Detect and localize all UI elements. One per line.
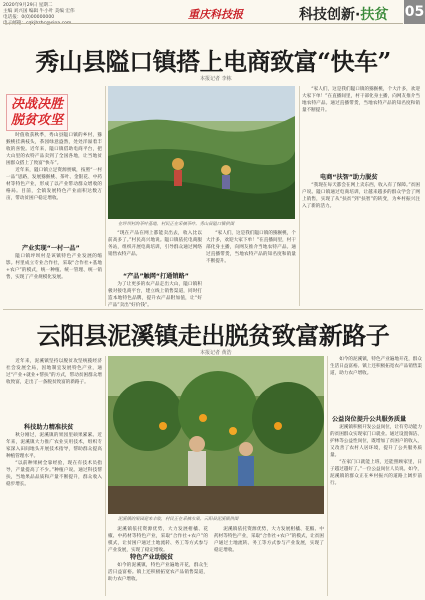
article1-lead bbox=[6, 132, 102, 242]
paragraph: 泥溪镇依托资源优势，大力发展柑橘、花椒、中药材等特色产业，采取“合作社+农户”的模式，让贫困户通过土地流转、务工等方式参与产业发展，实现了稳定增收。 bbox=[108, 527, 208, 553]
article2-photo-caption: 泥溪镇的果园迎来丰收，村民正在采摘水果。云阳县泥溪镇供图 bbox=[118, 517, 239, 522]
campaign-badge bbox=[6, 94, 68, 131]
article2-col1-top bbox=[6, 358, 102, 418]
column-rule bbox=[327, 356, 328, 596]
article2-byline: 本报记者 黄浩 bbox=[200, 350, 232, 356]
page-header bbox=[0, 0, 425, 44]
column-rule bbox=[105, 86, 106, 306]
article1-photo-caption: 在坪坝村的茶叶基地，村民正在采摘茶叶。秀山县隘口镇供图 bbox=[118, 222, 235, 227]
paragraph: “家人们，这是我们隘口镇的猕猴桃，个大汁多，欢迎大家下单！”在直播间里，村干部化身主播，向网友推介当地农特产品。通过直播带货，当地农特产品的知名度和销量不断提升。 bbox=[206, 231, 296, 264]
paragraph: 如今的泥溪镇，特色产业遍地开花，群众生活日益富裕。镇上还积极拓宽农产品销售渠道，助力农户增收。 bbox=[330, 357, 422, 376]
article2-subhead-2: 特色产业助脱贫 bbox=[130, 554, 174, 561]
badge-line-2: 脱贫攻坚 bbox=[10, 113, 63, 128]
editor-line: 主编 刘兴国 编辑 牛小叶 美编 宏伟 bbox=[3, 9, 75, 14]
tea-garden-photo bbox=[108, 86, 295, 219]
article2-subhead-1: 科技助力精准扶贫 bbox=[24, 424, 74, 431]
paragraph: “我现在每天都会在网上卖东西，收入有了保障。”贫困户说。隘口镇通过电商培训，让越来越多的群众学会了网上销售，实现了从“扶贫”到“扶智”的转变，为乡村振兴注入了新的活力。 bbox=[302, 183, 420, 209]
paragraph: 近年来，泥溪镇坚持以脱贫攻坚统揽经济社会发展全局，因地制宜发展特色产业，通过“产业+就业+帮扶”的方式，带动贫困群众增收致富，走出了一条脱贫致富的新路子。 bbox=[6, 359, 102, 385]
paragraph: 泥溪镇依托资源优势，大力发展柑橘、花椒、中药材等特色产业，采取“合作社+农户”的模式，让贫困户通过土地流转、务工等方式参与产业发展，实现了稳定增收。 bbox=[214, 527, 324, 553]
section-name: 科技创新· bbox=[299, 7, 361, 23]
header-rule bbox=[3, 23, 403, 24]
article1-photo bbox=[108, 86, 295, 219]
section-title bbox=[299, 4, 388, 24]
article1-subhead-1: 产业实现“一村一品” bbox=[22, 245, 80, 252]
article2-col4-bottom bbox=[330, 424, 422, 596]
paragraph: “以前种果树全靠经验，现在有技术员指导，产量提高了不少。”种植户说。通过科技帮扶，当地果品品质和产量不断提升，群众收入稳步增长。 bbox=[6, 461, 102, 487]
article1-subhead-3: 电商“扶智”助力脱贫 bbox=[320, 174, 378, 181]
paragraph: 为了让更多的农产品走出大山，隘口镇积极对接电商平台，建立线上销售渠道，同时打造本地特色品牌，提升农产品附加值，让“好产品”卖出“好价钱”。 bbox=[108, 282, 202, 308]
page-number: 05 bbox=[404, 0, 425, 24]
paragraph: 泥溪镇积极开发公益岗位，让有劳动能力的贫困群众实现家门口就业。通过设置保洁、护林等公益性岗位，既增加了贫困户的收入，又改善了农村人居环境，提升了公共服务质量。 bbox=[330, 425, 422, 458]
paragraph: 如今的泥溪镇，特色产业遍地开花，群众生活日益富裕。镇上还积极拓宽农产品销售渠道，助力农户增收。 bbox=[108, 563, 208, 582]
article-divider bbox=[3, 309, 423, 310]
paragraph: “家人们，这是我们隘口镇的猕猴桃，个大汁多，欢迎大家下单！”在直播间里，村干部化身主播，向网友推介当地农特产品。通过直播带货，当地农特产品的知名度和销量不断提升。 bbox=[302, 87, 420, 113]
article2-col1-bottom bbox=[6, 432, 102, 596]
article1-col2 bbox=[108, 230, 202, 276]
paragraph: 近年来，隘口镇立足资源禀赋，按照“一村一品”思路，发展猕猴桃、茶叶、金银花、中药材等特色产业，形成了以产业带动群众增收的格局。目前，全镇发展特色产业面积达数万亩，带动贫困户稳定增收。 bbox=[6, 168, 102, 201]
article2-col4-top bbox=[330, 356, 422, 410]
orchard-photo bbox=[108, 356, 324, 514]
column-rule bbox=[299, 86, 300, 306]
paragraph: “在家门口就能上班，还能照顾家里，日子越过越好了。”一位公益岗位人员说。如今，泥溪镇的群众正在乡村振兴的道路上阔步前行。 bbox=[330, 460, 422, 486]
section-accent: 扶贫 bbox=[360, 7, 389, 23]
phone-line: 电话报：0(0)00000000 bbox=[3, 15, 55, 20]
column-rule bbox=[105, 356, 106, 596]
article1-col1-bottom bbox=[6, 253, 102, 307]
paragraph: 秋分刚过，泥溪镇的果园里硕果累累。近年来，泥溪镇大力推广农业实用技术，组织专家深入田间地头开展技术指导，帮助群众提高种植管理水平。 bbox=[6, 433, 102, 459]
article1-col2-bottom bbox=[108, 281, 202, 307]
lead-paragraph: 时值收获秋季，秀山县隘口镇的乡村，猕猴桃挂满枝头，茶园绿意盎然，处处洋溢着丰收的喜悦。近年来，隘口镇借助电商平台，把大山里的农特产品卖到了全国各地，让当地贫困群众搭上了致富“快车”。 bbox=[6, 133, 102, 166]
issue-date: 2020年9月29日 星期二 bbox=[3, 3, 53, 8]
article1-col3 bbox=[206, 230, 296, 307]
article2-col2-a bbox=[108, 526, 208, 553]
paragraph: 隘口镇坪坝村是该镇特色产业发展的缩影。村里成立专业合作社，采取“合作社+基地+农户”的模式，统一种植、统一管理、统一销售，实现了产业规模化发展。 bbox=[6, 254, 102, 280]
newspaper-logo: 重庆科技报 bbox=[188, 8, 243, 21]
article2-col3 bbox=[214, 526, 324, 596]
article2-subhead-3: 公益岗位提升公共服务质量 bbox=[332, 416, 407, 423]
article2-headline: 云阳县泥溪镇走出脱贫致富新路子 bbox=[36, 321, 390, 350]
article1-byline: 本报记者 李栋 bbox=[200, 76, 232, 82]
article1-headline: 秀山县隘口镇搭上电商致富“快车” bbox=[35, 47, 391, 76]
email-line bbox=[3, 21, 75, 27]
article1-subhead-2: “产品”触网“打通销路” bbox=[123, 273, 189, 280]
article1-col4-bottom bbox=[302, 182, 420, 307]
paragraph: “现在产品在网上都能卖出去，收入比以前高多了。”村民高兴地说。隘口镇依托电商服务站，组织开展电商培训，引导群众通过网络销售农特产品。 bbox=[108, 231, 202, 257]
article1-col4-top bbox=[302, 86, 420, 166]
badge-line-1: 决战决胜 bbox=[10, 97, 63, 112]
article2-col2-b bbox=[108, 562, 208, 596]
article2-photo bbox=[108, 356, 324, 514]
